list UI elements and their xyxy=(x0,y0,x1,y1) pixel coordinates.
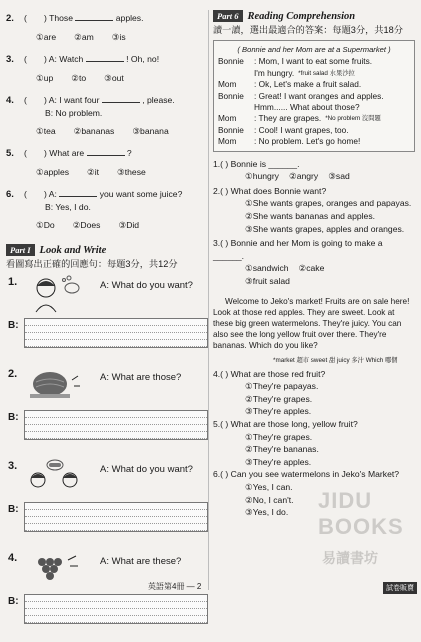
answer-lines[interactable] xyxy=(24,502,208,532)
option: ①hungry xyxy=(245,171,279,182)
option: ③is xyxy=(111,32,126,42)
question-2: 2. ( ) Those apples. xyxy=(6,13,144,24)
question-number: 6. xyxy=(6,189,14,200)
dialog-line xyxy=(218,91,410,102)
options xyxy=(36,165,206,179)
part-i-instruction: 看圖寫出正確的回應句：每題3分，共12分 xyxy=(6,259,178,269)
dialog-line xyxy=(218,79,410,90)
option: ②cake xyxy=(298,263,325,274)
option: ①She wants grapes, oranges and papayas. xyxy=(245,198,412,209)
passage-vocab: *market 超市 sweet 甜 juicy 多汁 Which 哪個 xyxy=(273,356,398,364)
option: ③banana xyxy=(132,126,169,136)
watermark-logo: JIDU BOOKS xyxy=(318,488,404,539)
answer-label: B: xyxy=(8,596,19,607)
option: ①Yes, I can. xyxy=(245,481,293,492)
dialog-line xyxy=(218,113,410,124)
answer-blank xyxy=(102,94,140,103)
page-footer: 英語第4冊 — 2 xyxy=(148,582,202,591)
question-text-end: apples. xyxy=(115,13,144,23)
look-write-item-4 xyxy=(6,550,206,642)
option: ③She wants grapes, apples and oranges. xyxy=(245,223,405,234)
option: ③these xyxy=(117,167,146,177)
look-write-item-2 xyxy=(6,366,206,458)
part-6-header xyxy=(213,10,415,22)
answer-lines[interactable] xyxy=(24,410,208,440)
question-text: What are those long, yellow fruit? xyxy=(230,418,358,429)
item-number: 1. xyxy=(8,276,18,288)
question-text: A: Watch xyxy=(48,54,84,64)
look-write-item-1 xyxy=(6,274,206,366)
speaker: Bonnie xyxy=(218,56,244,67)
options xyxy=(36,30,206,44)
options xyxy=(36,71,206,85)
question-number: 6.( ) xyxy=(213,469,229,480)
question-number: 5.( ) xyxy=(213,418,229,429)
dialog-line xyxy=(218,102,410,113)
option: ②She wants bananas and apples. xyxy=(245,211,376,222)
question-4: 4. ( ) A: I want four , please. xyxy=(6,95,175,106)
option: ②to xyxy=(71,73,87,83)
question-number: 4. xyxy=(6,95,14,106)
question-number: 4.( ) xyxy=(213,368,229,379)
question-6: 6. ( ) A: you want some juice? xyxy=(6,189,183,200)
option: ①Do xyxy=(36,220,55,230)
part-6-instruction: 讀一讀，選出最適合的答案：每題3分，共18分 xyxy=(213,25,403,35)
question-6-line2: B: Yes, I do. xyxy=(45,202,91,212)
answer-label: B: xyxy=(8,412,19,423)
question-text: A: xyxy=(48,189,57,199)
vocab-note: *fruit salad 水果沙拉 xyxy=(298,69,355,77)
item-number: 4. xyxy=(8,552,18,564)
corner-stamp: 試卷販賣 xyxy=(383,582,417,594)
dialog-text: Hmm...... What about those? xyxy=(254,102,360,113)
column-divider xyxy=(208,10,209,590)
dialog-line xyxy=(218,68,410,79)
reading-question-2 xyxy=(213,185,415,235)
dialog-text: : Great! I want oranges and apples. xyxy=(254,90,384,101)
question-text: Can you see watermelons in Jeko's Market? xyxy=(230,469,400,480)
speaker: Bonnie xyxy=(218,124,244,135)
prompt-question: A: What are those? xyxy=(100,372,182,383)
answer-label: B: xyxy=(8,320,19,331)
reading-question-5 xyxy=(213,418,415,468)
option: ②bananas xyxy=(73,126,115,136)
speaker: Mom xyxy=(218,79,237,90)
option: ①apples xyxy=(36,167,70,177)
option: ②No, I can't. xyxy=(245,494,294,505)
reading-question-1 xyxy=(213,158,415,183)
answer-blank xyxy=(59,188,97,197)
watermelon-icon xyxy=(28,366,80,406)
question-text: Those xyxy=(49,13,73,23)
question-text: What are xyxy=(49,148,85,158)
part-i-header xyxy=(6,244,206,256)
option: ③They're apples. xyxy=(245,456,312,467)
question-number: 5. xyxy=(6,148,14,159)
question-text-end: ! Oh, no! xyxy=(126,54,160,64)
grapes-icon xyxy=(28,550,80,590)
answer-blank xyxy=(87,147,125,156)
options xyxy=(36,124,206,138)
question-number: 2.( ) xyxy=(213,185,229,196)
option: ③sad xyxy=(328,171,350,182)
answer-blank xyxy=(75,12,113,21)
option: ②Does xyxy=(72,220,101,230)
question-text: What does Bonnie want? xyxy=(230,185,327,196)
part-title: Reading Comprehension xyxy=(247,10,356,22)
left-column xyxy=(6,8,206,642)
answer-lines[interactable] xyxy=(24,594,208,624)
reading-question-3 xyxy=(213,237,415,287)
question-text: What are those red fruit? xyxy=(230,368,326,379)
speaker xyxy=(218,102,254,113)
option: ③fruit salad xyxy=(245,276,290,286)
item-number: 2. xyxy=(8,368,18,380)
option: ②am xyxy=(74,32,94,42)
dialog-text: : Ok, Let's make a fruit salad. xyxy=(254,79,362,90)
speaker: Mom xyxy=(218,113,237,124)
option: ①are xyxy=(36,32,57,42)
answer-blank xyxy=(86,53,124,62)
part-title: Look and Write xyxy=(39,244,107,256)
speaker: Mom xyxy=(218,136,237,147)
reading-passage: Welcome to Jeko's market! Fruits are on sale here! Look at those red apples. They are sweet. Look at these big green watermelons. They're juicy. You can also see the long yellow fruit over there. They're bananas. Which do you like? xyxy=(213,296,410,351)
option: ③Yes, I do. xyxy=(245,507,289,518)
option: ③out xyxy=(104,73,124,83)
prompt-question: A: What are these? xyxy=(100,556,182,567)
question-number: 2. xyxy=(6,13,14,24)
question-4-line2: B: No problem. xyxy=(45,108,103,118)
dialog-line xyxy=(218,136,410,147)
dialog-text: : Cool! I want grapes, too. xyxy=(254,124,349,135)
dialog-line xyxy=(218,125,410,136)
watermark-text: 易讀書坊 xyxy=(322,550,378,566)
dialog-text: : Mom, I want to eat some fruits. xyxy=(254,56,373,67)
kids-hotdog-icon xyxy=(28,458,80,498)
question-text: Bonnie and her Mom is going to make a ______. xyxy=(213,238,383,261)
option: ②it xyxy=(87,167,100,177)
answer-lines[interactable] xyxy=(24,318,208,348)
prompt-question: A: What do you want? xyxy=(100,280,193,291)
option: ①tea xyxy=(36,126,56,136)
reading-question-4 xyxy=(213,368,415,418)
dialog-text: : They are grapes. xyxy=(254,113,322,124)
part-tag: Part I xyxy=(6,244,35,256)
vocab-note: *No problem 沒問題 xyxy=(325,115,381,123)
question-3: 3. ( ) A: Watch ! Oh, no! xyxy=(6,54,160,65)
look-write-item-3 xyxy=(6,458,206,550)
question-text: A: I want four xyxy=(48,95,100,105)
option: ①They're grapes. xyxy=(245,431,313,442)
dialog-caption: ( Bonnie and her Mom are at a Supermarket ) xyxy=(237,45,391,54)
option: ①They're papayas. xyxy=(245,381,319,392)
question-5: 5. ( ) What are ? xyxy=(6,148,132,159)
question-number: 1.( ) xyxy=(213,158,229,169)
option: ③Did xyxy=(118,220,140,230)
part-tag: Part 6 xyxy=(213,10,243,22)
answer-label: B: xyxy=(8,504,19,515)
option: ②They're grapes. xyxy=(245,393,313,404)
dialog-text: I'm hungry. xyxy=(254,67,295,78)
question-number: 3.( ) xyxy=(213,238,229,249)
prompt-question: A: What do you want? xyxy=(100,464,193,475)
speaker: Bonnie xyxy=(218,90,244,101)
option: ②angry xyxy=(288,171,319,182)
dialog-line xyxy=(218,56,410,67)
question-text-end: you want some juice? xyxy=(99,189,183,199)
dialog-box xyxy=(213,40,415,152)
speaker xyxy=(218,68,254,79)
option: ①up xyxy=(36,73,54,83)
option: ①sandwich xyxy=(245,263,289,274)
question-text-end: ? xyxy=(126,148,132,158)
item-number: 3. xyxy=(8,460,18,472)
options xyxy=(36,218,206,232)
question-number: 3. xyxy=(6,54,14,65)
girl-thinking-icon xyxy=(28,274,80,314)
dialog-text: : No problem. Let's go home! xyxy=(254,136,361,147)
question-text: Bonnie is ______. xyxy=(230,158,300,169)
option: ②They're bananas. xyxy=(245,444,319,455)
right-column xyxy=(213,8,415,519)
question-text-end: , please. xyxy=(142,95,175,105)
option: ③They're apples. xyxy=(245,406,312,417)
